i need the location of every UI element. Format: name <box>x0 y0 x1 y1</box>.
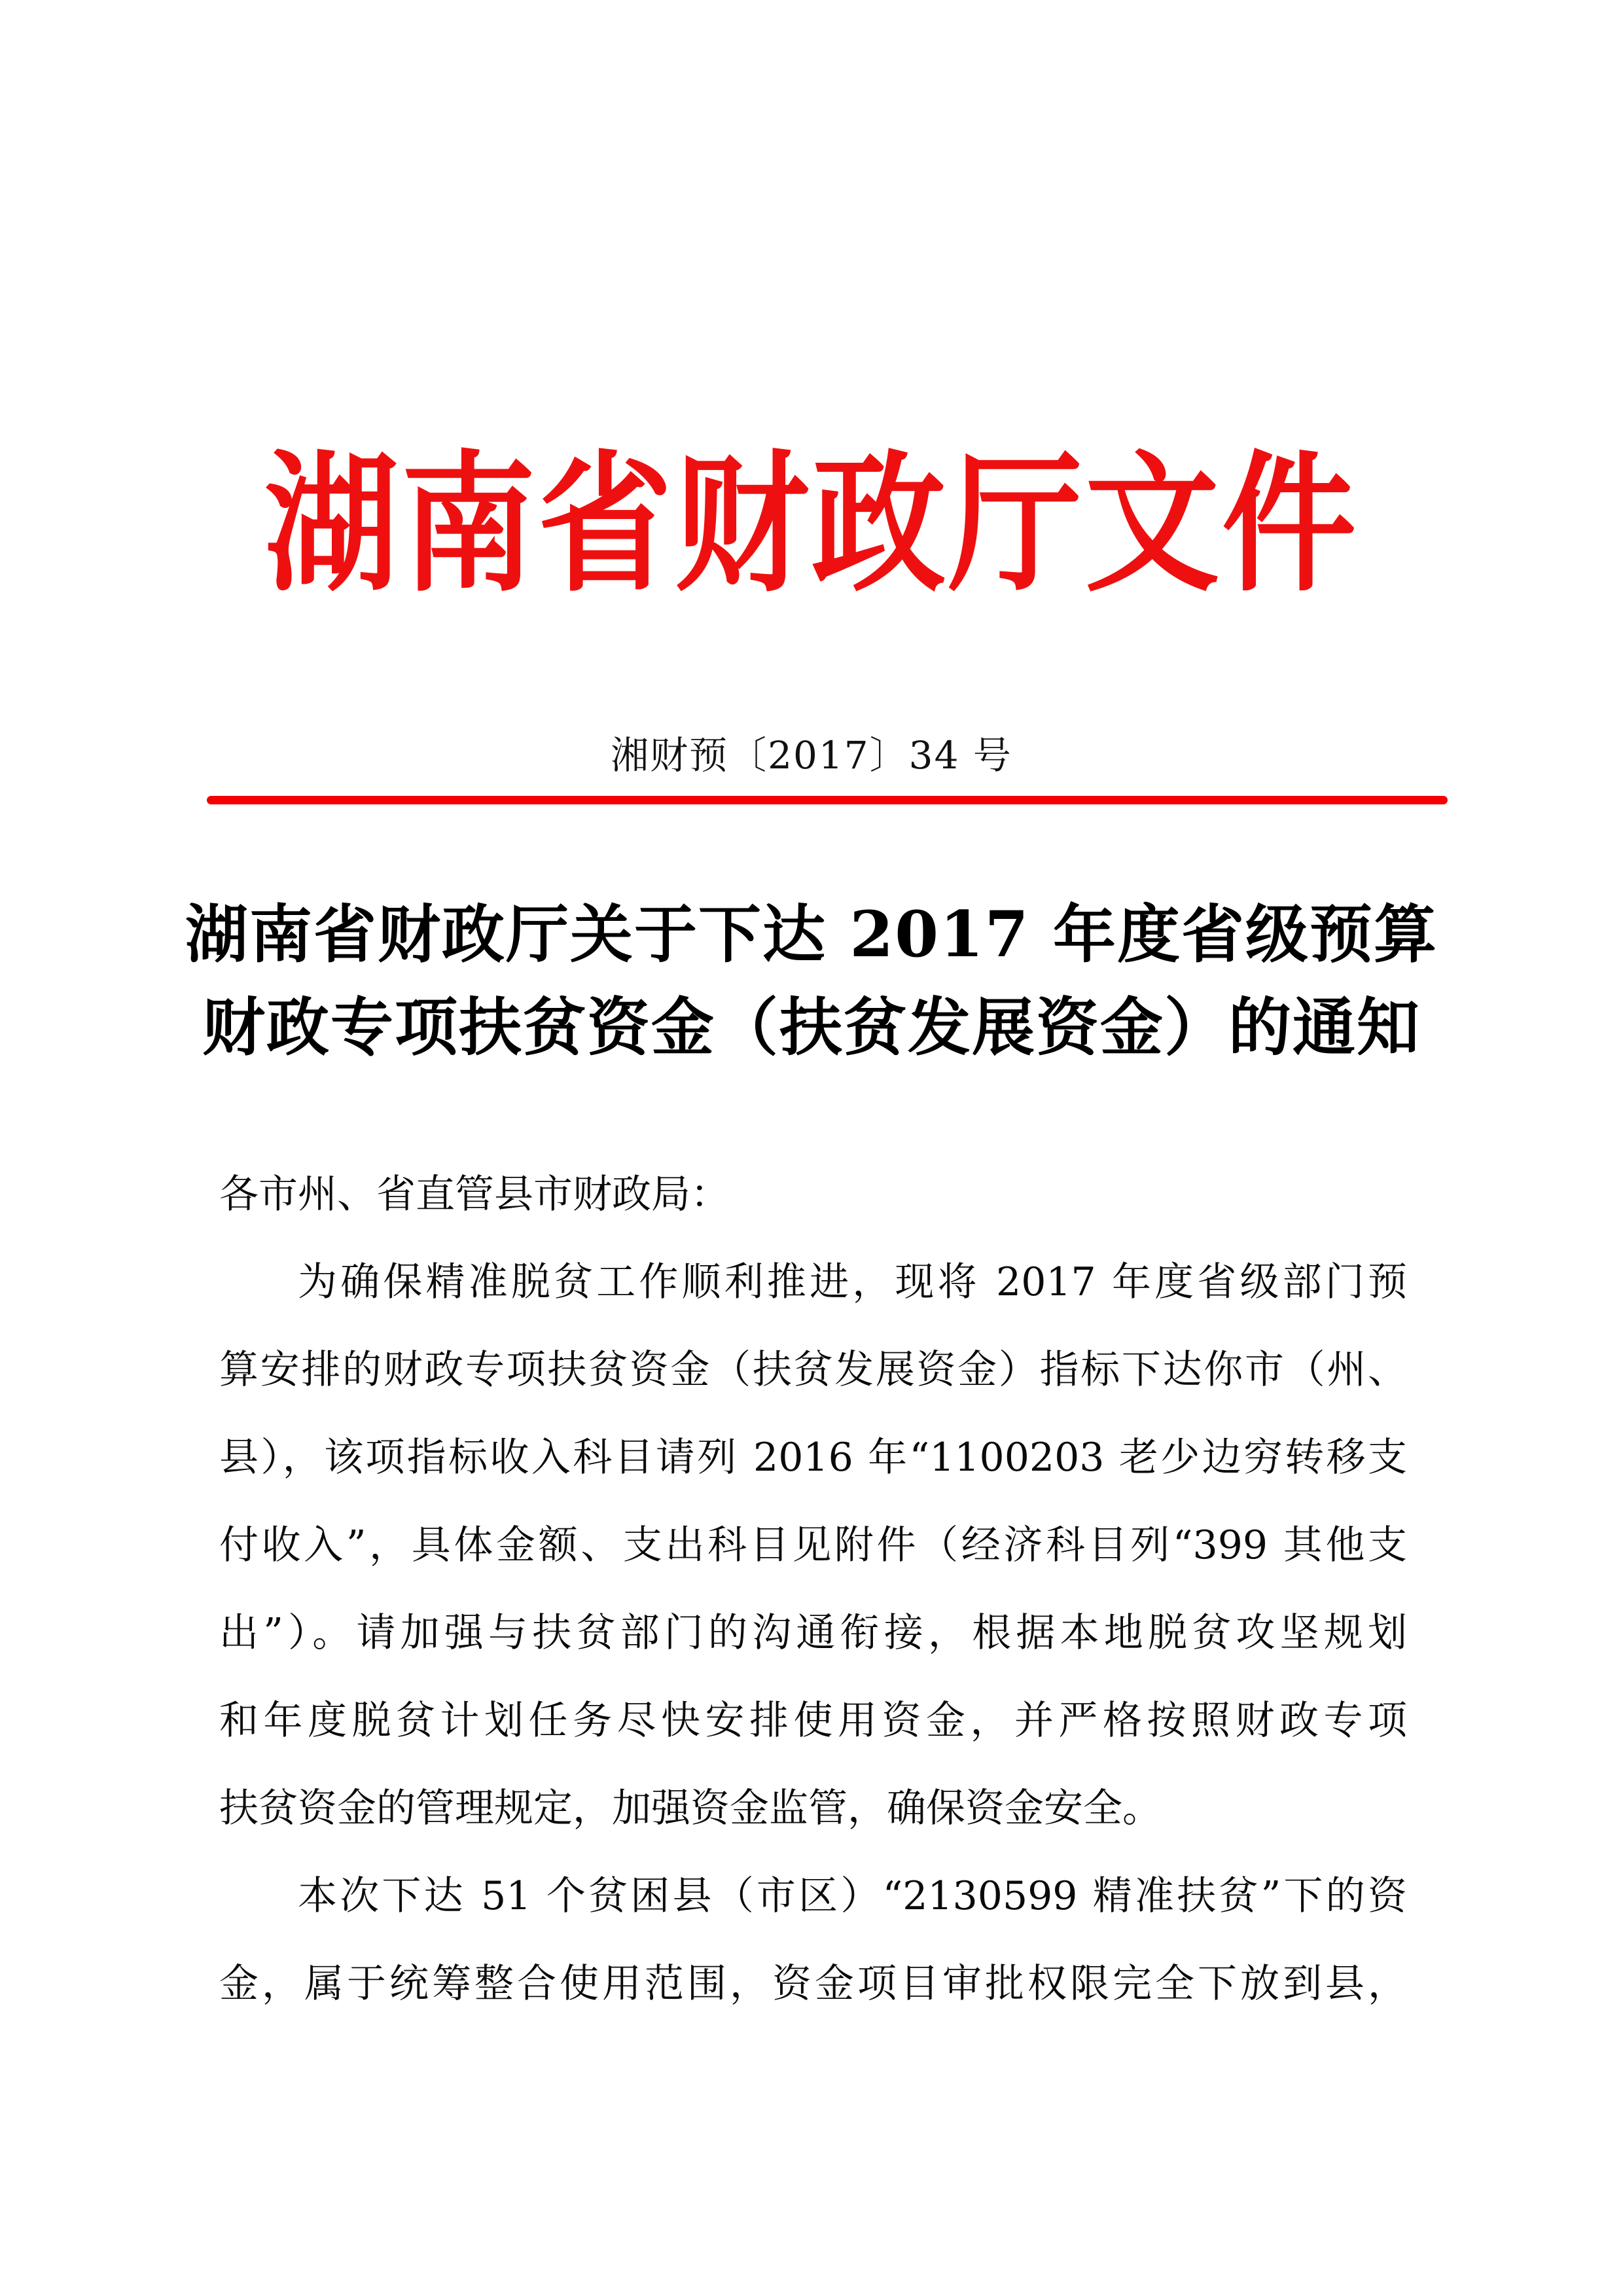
document-body <box>219 1151 1407 2028</box>
body-line: 和年度脱贫计划任务尽快安排使用资金，并严格按照财政专项 <box>219 1698 1407 1744</box>
body-line: 本次下达 51 个贫困县（市区）“2130599 精准扶贫”下的资 <box>298 1873 1407 1919</box>
body-line: 算安排的财政专项扶贫资金（扶贫发展资金）指标下达你市（州、 <box>219 1347 1407 1393</box>
body-line-salutation: 各市州、省直管县市财政局： <box>219 1172 730 1217</box>
document-title <box>0 888 1623 1074</box>
body-line: 出”）。请加强与扶贫部门的沟通衔接，根据本地脱贫攻坚规划 <box>219 1610 1407 1656</box>
letterhead-banner-title: 湖南省财政厅文件 <box>264 436 1359 613</box>
body-line: 付收入”，具体金额、支出科目见附件（经济科目列“399 其他支 <box>219 1522 1407 1568</box>
document-title-line-1: 湖南省财政厅关于下达 2017 年度省级预算 <box>185 897 1438 971</box>
body-line: 金，属于统筹整合使用范围，资金项目审批权限完全下放到县， <box>219 1961 1407 2007</box>
red-divider-rule <box>207 796 1448 804</box>
body-line: 为确保精准脱贫工作顺利推进，现将 2017 年度省级部门预 <box>298 1259 1407 1305</box>
document-title-line-2: 财政专项扶贫资金（扶贫发展资金）的通知 <box>202 990 1421 1064</box>
document-reference-number: 湘财预〔2017〕34 号 <box>611 733 1012 778</box>
body-line: 扶贫资金的管理规定，加强资金监管，确保资金安全。 <box>219 1785 1162 1831</box>
body-line: 县），该项指标收入科目请列 2016 年“1100203 老少边穷转移支 <box>219 1435 1407 1480</box>
